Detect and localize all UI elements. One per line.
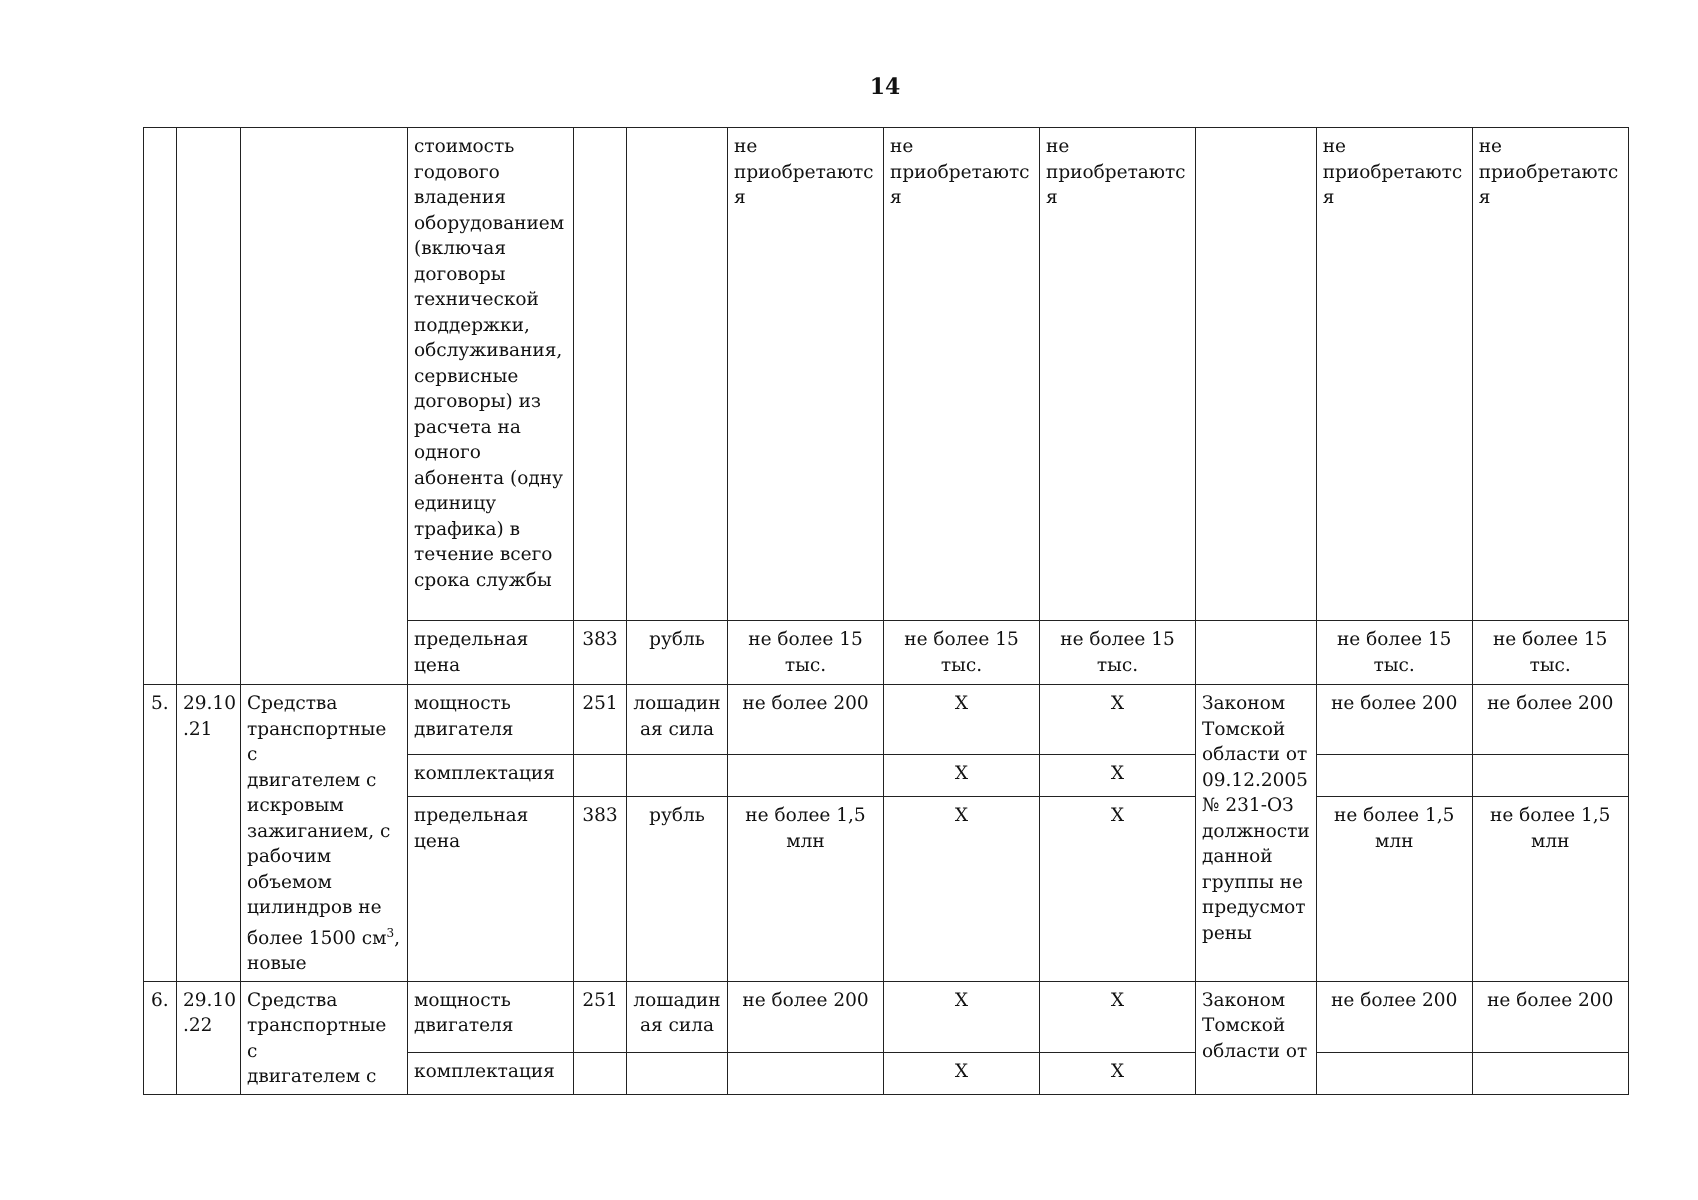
cell-unit: [627, 755, 728, 797]
cell-code: 29.10 .21: [177, 685, 241, 982]
cell-unit: лошадин ая сила: [627, 981, 728, 1052]
cell-value: не более 200: [728, 685, 884, 755]
cell-value: не более 1,5 млн: [1316, 797, 1472, 982]
cell-x-mark: X: [1040, 981, 1196, 1052]
cell-value-not-acquired: не приобретаютс я: [728, 128, 884, 621]
cell-okei: [574, 128, 627, 621]
cell-okei: 251: [574, 685, 627, 755]
cell-value: [728, 1052, 884, 1094]
cell-unit: [627, 1052, 728, 1094]
cell-unit: рубль: [627, 797, 728, 982]
cell-x-mark: X: [884, 1052, 1040, 1094]
cell-okei: [574, 755, 627, 797]
cell-value: не более 200: [1316, 685, 1472, 755]
table-row: [144, 685, 1629, 755]
cell-x-mark: X: [1040, 755, 1196, 797]
cell-x-mark: X: [884, 797, 1040, 982]
table-row: [144, 981, 1629, 1052]
cell-code: 29.10 .22: [177, 981, 241, 1094]
cell-value: не более 1,5 млн: [1472, 797, 1628, 982]
cell-value: не более 15 тыс.: [728, 621, 884, 685]
cell-x-mark: X: [1040, 685, 1196, 755]
cell-number: 6.: [144, 981, 177, 1094]
table-row: [144, 128, 1629, 621]
cell-value: [1316, 1052, 1472, 1094]
cell-characteristic: комплектация: [408, 755, 574, 797]
cell-value: [728, 755, 884, 797]
cell-value: не более 1,5 млн: [728, 797, 884, 982]
cell-okei: 383: [574, 797, 627, 982]
cell-value: не более 15 тыс.: [884, 621, 1040, 685]
cell-unit: рубль: [627, 621, 728, 685]
cell-name: [241, 128, 408, 685]
cell-law: Законом Томской области от 09.12.2005 № 231-ОЗ должности данной группы не предусмот рены: [1196, 685, 1317, 982]
cell-value: не более 200: [1472, 981, 1628, 1052]
cell-x-mark: X: [884, 981, 1040, 1052]
cell-unit: лошадин ая сила: [627, 685, 728, 755]
cell-value: не более 15 тыс.: [1040, 621, 1196, 685]
cell-characteristic: комплектация: [408, 1052, 574, 1094]
cell-okei: 251: [574, 981, 627, 1052]
cell-code: [177, 128, 241, 685]
cell-value-not-acquired: не приобретаютс я: [884, 128, 1040, 621]
cell-value: не более 200: [1316, 981, 1472, 1052]
cell-characteristic: стоимость годового владения оборудованием (включая договоры технической поддержки, обслуживания, сервисные договоры) из расчета на одного абонента (одну единицу трафика) в течение всего срока службы: [408, 128, 574, 621]
cell-characteristic: предельная цена: [408, 621, 574, 685]
cell-value: [1472, 755, 1628, 797]
cell-value: не более 15 тыс.: [1316, 621, 1472, 685]
cell-law: [1196, 128, 1317, 621]
cell-number: 5.: [144, 685, 177, 982]
cell-okei: 383: [574, 621, 627, 685]
cell-value-not-acquired: не приобретаютс я: [1040, 128, 1196, 621]
cell-unit: [627, 128, 728, 621]
cell-value: [1316, 755, 1472, 797]
cell-value: не более 15 тыс.: [1472, 621, 1628, 685]
cell-okei: [574, 1052, 627, 1094]
cell-characteristic: предельная цена: [408, 797, 574, 982]
cell-value: [1472, 1052, 1628, 1094]
cell-characteristic: мощность двигателя: [408, 685, 574, 755]
cell-value-not-acquired: не приобретаютс я: [1472, 128, 1628, 621]
cell-value: не более 200: [1472, 685, 1628, 755]
cell-number: [144, 128, 177, 685]
cell-x-mark: X: [884, 755, 1040, 797]
cell-name: Средства транспортные с двигателем с: [241, 981, 408, 1094]
cell-x-mark: X: [1040, 1052, 1196, 1094]
cell-characteristic: мощность двигателя: [408, 981, 574, 1052]
cell-name: Средства транспортные с двигателем с искровым зажиганием, с рабочим объемом цилиндров не более 1500 $см^3$, новые: [241, 685, 408, 982]
cell-law: Законом Томской области от: [1196, 981, 1317, 1094]
cell-x-mark: X: [1040, 797, 1196, 982]
requirements-table: [143, 127, 1629, 1095]
cell-value-not-acquired: не приобретаютс я: [1316, 128, 1472, 621]
page-number: 14: [869, 74, 901, 100]
cell-value: не более 200: [728, 981, 884, 1052]
cell-law: [1196, 621, 1317, 685]
cell-x-mark: X: [884, 685, 1040, 755]
